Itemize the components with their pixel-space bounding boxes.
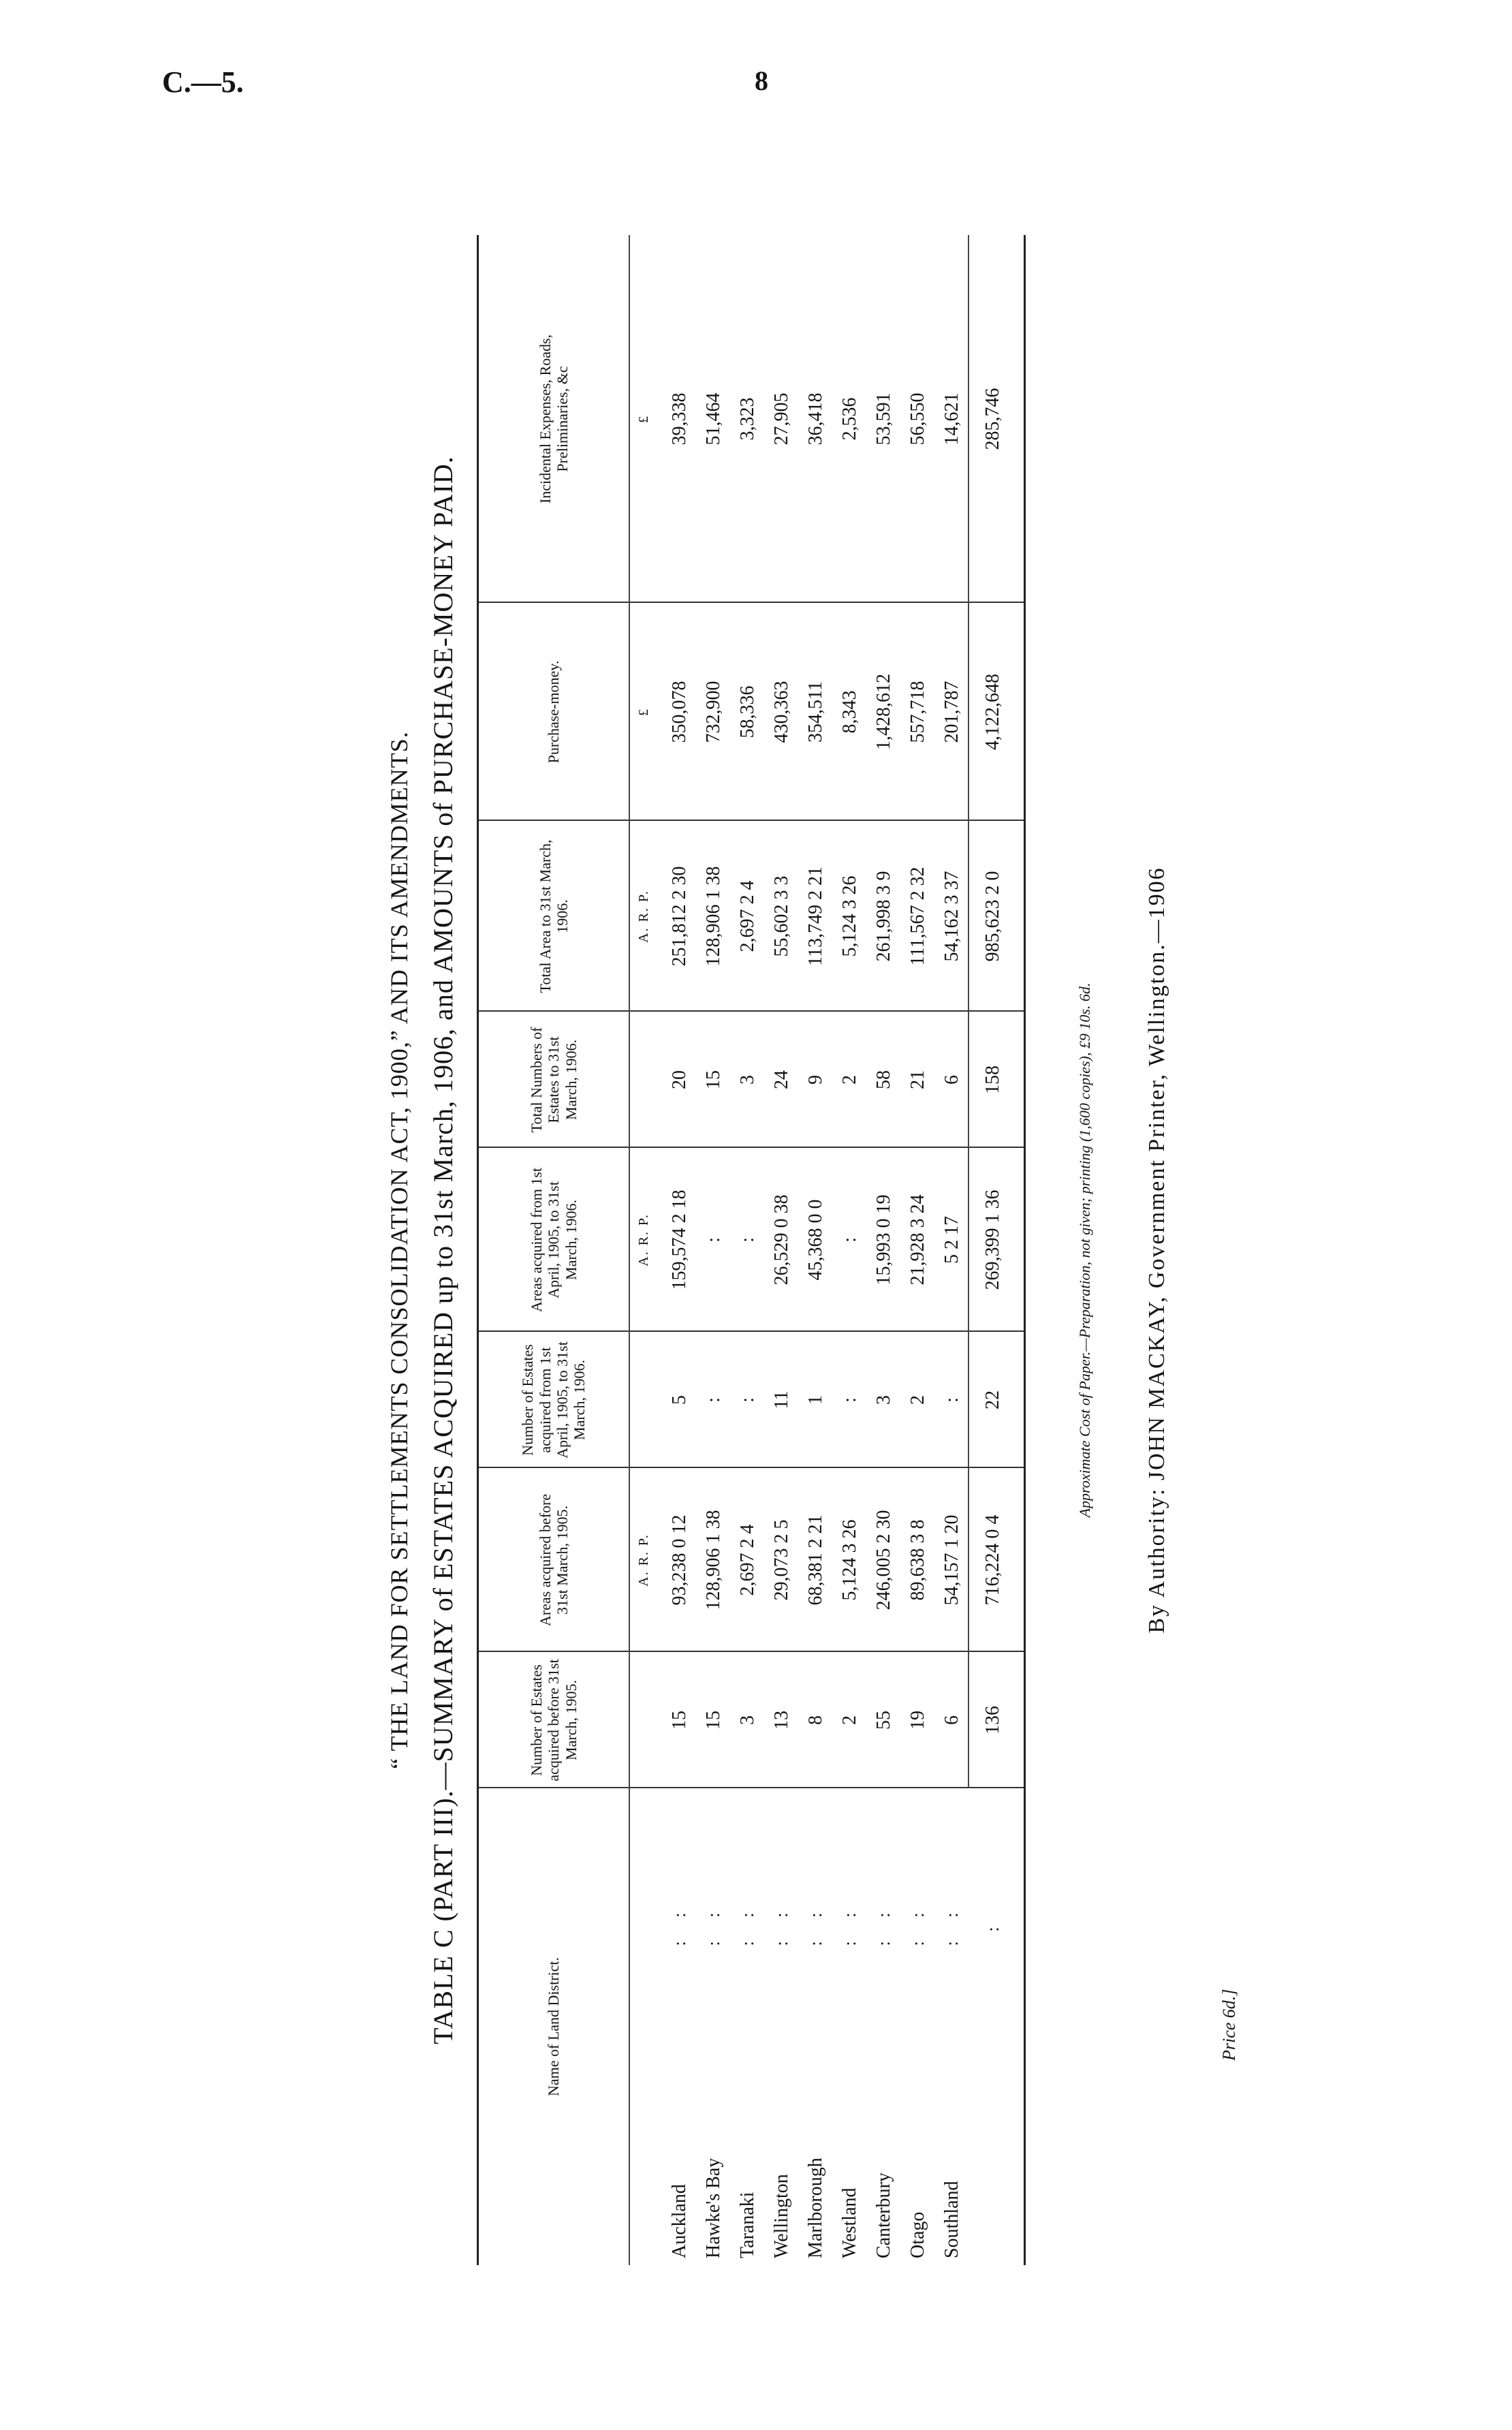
cell-district: Wellington bbox=[771, 2174, 792, 2258]
cell-district: Taranaki bbox=[737, 2192, 758, 2258]
cell-total-area: 2,697 2 4 bbox=[737, 880, 758, 952]
cell-est-before: 6 bbox=[941, 1715, 962, 1725]
cell-dots: : : bbox=[738, 1903, 757, 1946]
header-area-during: Areas acquired from 1st April, 1905, to 31st March, 1906. bbox=[528, 1168, 580, 1312]
cell-purchase: 732,900 bbox=[703, 681, 724, 743]
cell-dots: : : bbox=[670, 1903, 689, 1946]
currency-unit-label: £ bbox=[635, 708, 651, 716]
cell-area-during: 21,928 3 24 bbox=[907, 1194, 928, 1286]
header-incidental-expenses: Incidental Expenses, Roads, Preliminaries, &c bbox=[536, 334, 571, 504]
cell-total-est: 20 bbox=[669, 1070, 690, 1089]
cell-area-before: 29,073 2 5 bbox=[771, 1519, 792, 1601]
cell-total-est: 15 bbox=[703, 1070, 724, 1089]
cell-est-before: 3 bbox=[737, 1715, 758, 1725]
header-district: Name of Land District. bbox=[545, 1957, 563, 2097]
cell-area-before: 716,224 0 4 bbox=[982, 1514, 1003, 1606]
cell-incidental: 27,905 bbox=[771, 392, 792, 446]
cell-purchase: 354,511 bbox=[805, 681, 826, 743]
cell-area-during: 269,399 1 36 bbox=[982, 1189, 1003, 1290]
cell-dots: : : bbox=[874, 1903, 894, 1946]
cell-total-est: 9 bbox=[805, 1075, 826, 1085]
cell-total-est: 58 bbox=[873, 1070, 894, 1089]
cell-total-area: 113,749 2 21 bbox=[805, 867, 826, 966]
cell-total-est: 158 bbox=[982, 1065, 1003, 1094]
cell-area-during: : bbox=[703, 1237, 724, 1243]
currency-unit-label: £ bbox=[635, 415, 651, 423]
cell-area-before: 5,124 3 26 bbox=[839, 1519, 860, 1601]
table-title: TABLE C (PART III).—SUMMARY of ESTATES ACQUIRED up to 31st March, 1906, and AMOUNTS of PURCHASE-MONEY PAID. bbox=[428, 456, 458, 2044]
cell-dots: : : bbox=[908, 1903, 928, 1946]
cell-dots: : bbox=[983, 1917, 1003, 1932]
cell-est-during: : bbox=[839, 1397, 860, 1403]
cell-area-before: 128,906 1 38 bbox=[703, 1510, 724, 1610]
cell-district: Canterbury bbox=[873, 2172, 894, 2258]
cell-incidental: 3,323 bbox=[737, 397, 758, 441]
area-units-label: A. R. P. bbox=[635, 1533, 651, 1587]
cell-total-area: 261,998 3 9 bbox=[873, 871, 894, 962]
act-title: “ THE LAND FOR SETTLEMENTS CONSOLIDATION ACT, 1900,” AND ITS AMENDMENTS. bbox=[385, 731, 413, 1769]
cell-purchase: 1,428,612 bbox=[873, 674, 894, 750]
cell-incidental: 56,550 bbox=[907, 392, 928, 446]
cell-total-est: 2 bbox=[839, 1075, 860, 1085]
cell-est-during: : bbox=[737, 1397, 758, 1403]
header-estates-during: Number of Estates acquired from 1st April, 1905, to 31st March, 1906. bbox=[519, 1341, 588, 1459]
cell-est-before: 15 bbox=[669, 1711, 690, 1730]
cell-dots: : : bbox=[704, 1903, 723, 1946]
printer-imprint: By Authority: JOHN MACKAY, Government Printer, Wellington.—1906 bbox=[1144, 867, 1169, 1634]
cell-district: Southland bbox=[941, 2181, 962, 2258]
cell-incidental: 51,464 bbox=[703, 392, 724, 446]
cell-est-before: 55 bbox=[873, 1711, 894, 1730]
cell-area-before: 68,381 2 21 bbox=[805, 1514, 826, 1606]
cell-purchase: 201,787 bbox=[941, 681, 962, 743]
cell-total-area: 111,567 2 32 bbox=[907, 867, 928, 966]
cell-est-during: 11 bbox=[771, 1390, 792, 1409]
cell-district: Otago bbox=[907, 2211, 928, 2258]
cell-est-before: 15 bbox=[703, 1711, 724, 1730]
cell-est-during: : bbox=[703, 1397, 724, 1403]
cell-incidental: 2,536 bbox=[839, 397, 860, 441]
cell-purchase: 557,718 bbox=[907, 681, 928, 743]
cell-district: Westland bbox=[839, 2187, 860, 2258]
cell-purchase: 350,078 bbox=[669, 681, 690, 743]
header-estates-before: Number of Estates acquired before 31st March, 1905. bbox=[528, 1659, 580, 1781]
cell-est-before: 8 bbox=[805, 1715, 826, 1725]
cell-purchase: 430,363 bbox=[771, 681, 792, 743]
page-number: 8 bbox=[755, 65, 768, 96]
cell-purchase: 4,122,648 bbox=[982, 674, 1003, 750]
cell-est-before: 19 bbox=[907, 1711, 928, 1730]
header-total-area: Total Area to 31st March, 1906. bbox=[536, 839, 571, 993]
cell-district: Marlborough bbox=[805, 2158, 826, 2258]
header-purchase-money: Purchase-money. bbox=[545, 660, 563, 764]
page-header bbox=[0, 65, 1512, 106]
paper-cost-footnote: Approximate Cost of Paper.—Preparation, not given; printing (1,600 copies), £9 10s. 6d. bbox=[1076, 982, 1093, 1518]
rotated-table-block bbox=[385, 208, 1291, 2292]
cell-est-during: 2 bbox=[907, 1395, 928, 1405]
price-note: Price 6d.] bbox=[1219, 1989, 1239, 2061]
cell-total-area: 54,162 3 37 bbox=[941, 871, 962, 962]
cell-area-before: 89,638 3 8 bbox=[907, 1519, 928, 1601]
cell-dots: : : bbox=[942, 1903, 962, 1946]
cell-est-during: 5 bbox=[669, 1395, 690, 1405]
cell-incidental: 14,621 bbox=[941, 392, 962, 446]
cell-incidental: 285,746 bbox=[982, 388, 1003, 450]
cell-est-before: 2 bbox=[839, 1715, 860, 1725]
cell-est-during: 22 bbox=[982, 1390, 1003, 1409]
cell-area-during: 159,574 2 18 bbox=[669, 1189, 690, 1290]
cell-total-area: 251,812 2 30 bbox=[669, 866, 690, 967]
summary-table bbox=[477, 235, 1026, 2265]
cell-area-during: 5 2 17 bbox=[941, 1216, 962, 1264]
header-total-estates: Total Numbers of Estates to 31st March, 1906. bbox=[528, 1027, 580, 1133]
cell-dots: : : bbox=[806, 1903, 825, 1946]
cell-est-during: 3 bbox=[873, 1395, 894, 1405]
cell-total-est: 24 bbox=[771, 1070, 792, 1089]
cell-dots: : : bbox=[840, 1903, 860, 1946]
cell-incidental: 53,591 bbox=[873, 392, 894, 446]
cell-total-area: 55,602 3 3 bbox=[771, 875, 792, 957]
header-area-before: Areas acquired before 31st March, 1905. bbox=[536, 1493, 571, 1627]
cell-total-est: 6 bbox=[941, 1075, 962, 1085]
cell-incidental: 36,418 bbox=[805, 392, 826, 446]
cell-est-during: 1 bbox=[805, 1395, 826, 1405]
cell-total-area: 985,623 2 0 bbox=[982, 871, 1003, 962]
cell-area-during: 15,993 0 19 bbox=[873, 1194, 894, 1286]
area-units-label: A. R. P. bbox=[635, 890, 651, 943]
cell-area-before: 54,157 1 20 bbox=[941, 1514, 962, 1606]
cell-purchase: 58,336 bbox=[737, 685, 758, 738]
cell-area-before: 93,238 0 12 bbox=[669, 1514, 690, 1606]
cell-est-before: 13 bbox=[771, 1711, 792, 1730]
cell-area-before: 2,697 2 4 bbox=[737, 1524, 758, 1596]
cell-est-before: 136 bbox=[982, 1706, 1003, 1734]
cell-purchase: 8,343 bbox=[839, 690, 860, 734]
cell-area-during: 45,368 0 0 bbox=[805, 1199, 826, 1281]
cell-area-during: : bbox=[737, 1237, 758, 1243]
cell-area-during: 26,529 0 38 bbox=[771, 1194, 792, 1286]
cell-district: Hawke's Bay bbox=[703, 2158, 724, 2258]
area-units-label: A. R. P. bbox=[635, 1213, 651, 1266]
cell-area-during: : bbox=[839, 1237, 860, 1243]
cell-total-area: 128,906 1 38 bbox=[703, 866, 724, 967]
cell-total-est: 21 bbox=[907, 1070, 928, 1089]
cell-total-est: 3 bbox=[737, 1075, 758, 1085]
cell-district: Auckland bbox=[669, 2184, 690, 2258]
cell-total-area: 5,124 3 26 bbox=[839, 875, 860, 957]
cell-incidental: 39,338 bbox=[669, 392, 690, 446]
cell-dots: : : bbox=[772, 1903, 791, 1946]
cell-est-during: : bbox=[941, 1397, 962, 1403]
cell-district bbox=[976, 2061, 1010, 2265]
cell-area-before: 246,005 2 30 bbox=[873, 1510, 894, 1610]
page-reference: C.—5. bbox=[162, 65, 244, 99]
